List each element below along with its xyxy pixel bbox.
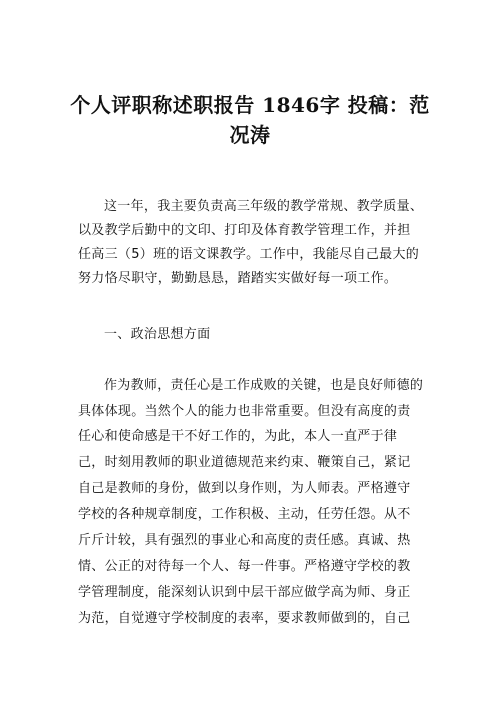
paragraph-2-line: 学校的各种规章制度，工作积极、主动，任劳任怨。从不 bbox=[78, 507, 411, 522]
paragraph-2-line: 己，时刻用教师的职业道德规范来约束、鞭策自己，紧记 bbox=[78, 455, 411, 470]
paragraph-2-line: 为范，自觉遵守学校制度的表率，要求教师做到的，自己 bbox=[78, 611, 411, 626]
paragraph-2-line: 自己是教师的身份，做到以身作则，为人师表。严格遵守 bbox=[78, 481, 411, 496]
paragraph-1-line: 这一年，我主要负责高三年级的教学常规、教学质量、 bbox=[104, 199, 424, 214]
paragraph-1-line: 以及教学后勤中的文印、打印及体育教学管理工作，并担 bbox=[78, 223, 411, 238]
title-line-2: 况涛 bbox=[229, 123, 271, 147]
paragraph-2-line: 任心和使命感是干不好工作的，为此，本人一直严于律 bbox=[78, 429, 398, 444]
document-title bbox=[40, 90, 460, 150]
paragraph-2-line: 具体体现。当然个人的能力也非常重要。但没有高度的责 bbox=[78, 404, 411, 419]
paragraph-1-line: 努力恪尽职守，勤勤恳恳，踏踏实实做好每一项工作。 bbox=[78, 271, 398, 286]
title-line-1: 个人评职称述职报告 1846字 投稿：范 bbox=[70, 93, 430, 117]
paragraph-2-line: 情、公正的对待每一个人、每一件事。严格遵守学校的教 bbox=[78, 559, 411, 574]
paragraph-1-line: 任高三（5）班的语文课教学。工作中，我能尽自己最大的 bbox=[78, 247, 420, 262]
paragraph-2-line: 斤斤计较，具有强烈的事业心和高度的责任感。真诚、热 bbox=[78, 533, 411, 548]
paragraph-2-line: 作为教师，责任心是工作成败的关键，也是良好师德的 bbox=[104, 378, 424, 393]
paragraph-2-line: 学管理制度，能深刻认识到中层干部应做学高为师、身正 bbox=[78, 585, 411, 600]
section-heading: 一、政治思想方面 bbox=[104, 327, 211, 342]
